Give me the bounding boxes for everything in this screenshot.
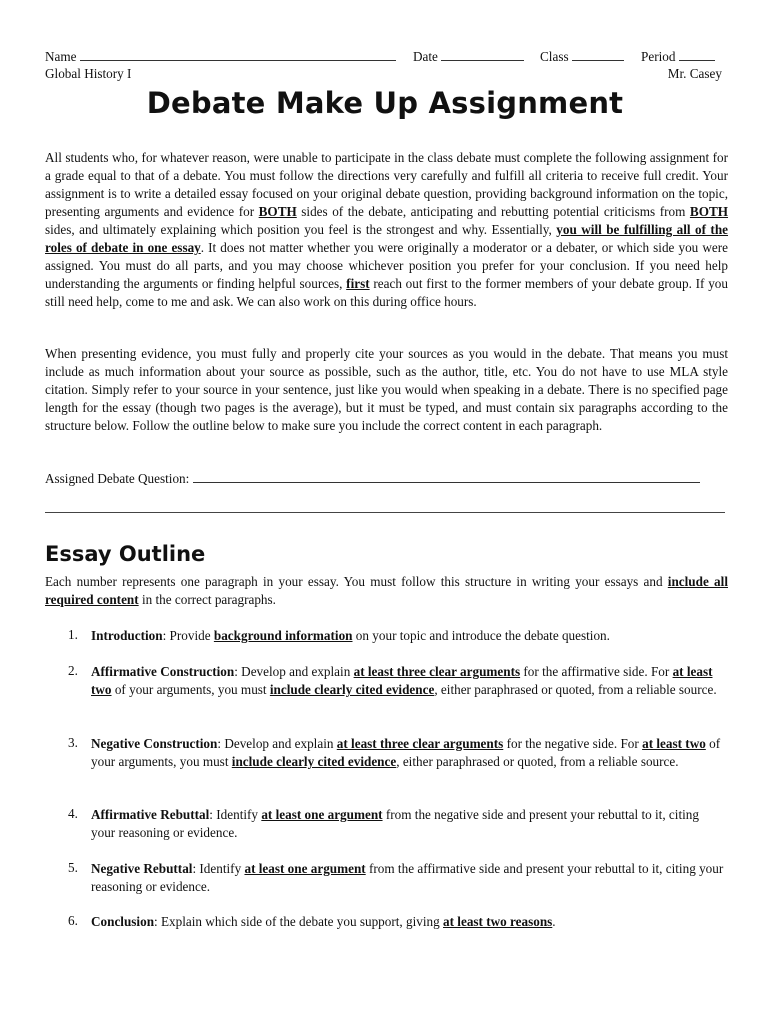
item-emphasis: at least one argument bbox=[261, 807, 383, 822]
outline-description bbox=[45, 573, 728, 609]
assigned-question-field bbox=[45, 469, 700, 488]
item-label: Affirmative Construction bbox=[91, 664, 235, 679]
intro-paragraph-1 bbox=[45, 149, 728, 311]
date-field bbox=[413, 47, 524, 66]
item-text: : Identify bbox=[192, 861, 245, 876]
item-text: of your arguments, you must bbox=[91, 736, 721, 769]
outline-item-2 bbox=[91, 663, 725, 699]
course-name: Global History I bbox=[45, 66, 132, 81]
item-label: Conclusion bbox=[91, 914, 155, 929]
outline-item-3 bbox=[91, 735, 725, 771]
intro-text-e: reach out first to the former members of your debate group. If you still need help, come to me and ask. We can also work on this during office hours. bbox=[45, 276, 728, 309]
item-text: : Explain which side of the debate you support, giving bbox=[154, 914, 444, 929]
item-emphasis: include clearly cited evidence bbox=[269, 682, 435, 697]
item-emphasis: at least three clear arguments bbox=[353, 664, 521, 679]
item-emphasis: at least one argument bbox=[244, 861, 366, 876]
item-label: Affirmative Rebuttal bbox=[91, 807, 210, 822]
name-label: Name bbox=[45, 49, 77, 64]
date-label: Date bbox=[413, 49, 438, 64]
item-emphasis: background information bbox=[213, 628, 353, 643]
class-blank[interactable] bbox=[572, 47, 624, 61]
item-text: , either paraphrased or quoted, from a reliable source. bbox=[434, 682, 717, 697]
item-label: Negative Construction bbox=[91, 736, 218, 751]
period-label: Period bbox=[641, 49, 676, 64]
intro-text-a: All students who, for whatever reason, were unable to participate in the class debate must complete the following assignment for a grade equal to that of a debate. You must follow the directions very carefully and fulfill all criteria to receive full credit. Your assignment is to write a detailed essay focused on your original debate question, providing background information on the topic, presenting arguments and evidence for bbox=[45, 150, 728, 219]
outline-item-6-number: 6. bbox=[68, 913, 78, 928]
date-blank[interactable] bbox=[441, 47, 524, 61]
item-text: : Develop and explain bbox=[217, 736, 337, 751]
item-emphasis: at least two bbox=[642, 736, 706, 751]
item-text: : Develop and explain bbox=[234, 664, 354, 679]
outline-item-1 bbox=[91, 627, 725, 645]
outline-item-2-number: 2. bbox=[68, 663, 78, 678]
item-label: Negative Rebuttal bbox=[91, 861, 193, 876]
class-label: Class bbox=[540, 49, 569, 64]
assigned-question-blank[interactable] bbox=[193, 469, 700, 483]
item-text: on your topic and introduce the debate question. bbox=[352, 628, 610, 643]
emphasis-both-1: BOTH bbox=[258, 204, 297, 219]
outline-item-4-number: 4. bbox=[68, 806, 78, 821]
item-emphasis: at least two reasons bbox=[443, 914, 553, 929]
item-text: from the affirmative side and present your rebuttal to it, citing your reasoning or evidence. bbox=[91, 861, 724, 894]
intro-paragraph-2: When presenting evidence, you must fully and properly cite your sources as you would in the debate. That means you must include as much information about your source as possible, such as the author, title, etc. You do not have to use MLA style citation. Simply refer to your source in your sentence, just like you would when speaking in a debate. There is no specified page length for the essay (though two pages is the average), but it must be typed, and must contain six paragraphs according to the structure below. Follow the outline below to make sure you include the correct content in each paragraph. bbox=[45, 346, 728, 433]
intro-text-d: . It does not matter whether you were originally a moderator or a debater, or which side you were assigned. You must do all parts, and you may choose whichever position you prefer for your conclusion. If you need help understanding the arguments or finding helpful sources, bbox=[45, 240, 728, 291]
outline-desc-text-c: in the correct paragraphs. bbox=[138, 592, 276, 607]
assigned-question-label: Assigned Debate Question: bbox=[45, 471, 190, 486]
intro-text-b: sides of the debate, anticipating and rebutting potential criticisms from bbox=[296, 204, 690, 219]
name-field bbox=[45, 47, 396, 66]
assigned-question-blank-line-2[interactable] bbox=[45, 512, 725, 513]
item-emphasis: include clearly cited evidence bbox=[231, 754, 397, 769]
section-title-essay-outline: Essay Outline bbox=[45, 542, 206, 566]
item-text: : Provide bbox=[162, 628, 214, 643]
emphasis-first: first bbox=[346, 276, 370, 291]
period-blank[interactable] bbox=[679, 47, 715, 61]
outline-item-3-number: 3. bbox=[68, 735, 78, 750]
item-label: Introduction bbox=[91, 628, 163, 643]
item-text: for the negative side. For bbox=[503, 736, 643, 751]
outline-item-1-number: 1. bbox=[68, 627, 78, 642]
item-text: , either paraphrased or quoted, from a reliable source. bbox=[396, 754, 679, 769]
item-text: for the affirmative side. For bbox=[520, 664, 673, 679]
emphasis-required-content: include all required content bbox=[45, 574, 728, 607]
item-text: : Identify bbox=[209, 807, 262, 822]
item-text: of your arguments, you must bbox=[111, 682, 270, 697]
outline-item-5 bbox=[91, 860, 725, 896]
outline-desc-text-a: Each number represents one paragraph in your essay. You must follow this structure in writing your essays and bbox=[45, 574, 668, 589]
item-text: . bbox=[552, 914, 556, 929]
intro-text-c: sides, and ultimately explaining which position you feel is the strongest and why. Essentially, bbox=[45, 222, 557, 237]
name-blank[interactable] bbox=[80, 47, 396, 61]
item-emphasis: at least two bbox=[91, 664, 713, 697]
outline-item-5-number: 5. bbox=[68, 860, 78, 875]
item-emphasis: at least three clear arguments bbox=[336, 736, 504, 751]
emphasis-both-2: BOTH bbox=[689, 204, 729, 219]
teacher-name: Mr. Casey bbox=[667, 66, 722, 81]
class-field bbox=[540, 47, 624, 66]
page-title: Debate Make Up Assignment bbox=[146, 86, 624, 120]
item-text: from the negative side and present your rebuttal to it, citing your reasoning or evidence. bbox=[91, 807, 699, 840]
emphasis-roles: you will be fulfilling all of the roles of debate in one essay bbox=[45, 222, 729, 255]
outline-item-4 bbox=[91, 806, 725, 842]
period-field bbox=[641, 47, 715, 66]
outline-item-6 bbox=[91, 913, 725, 931]
